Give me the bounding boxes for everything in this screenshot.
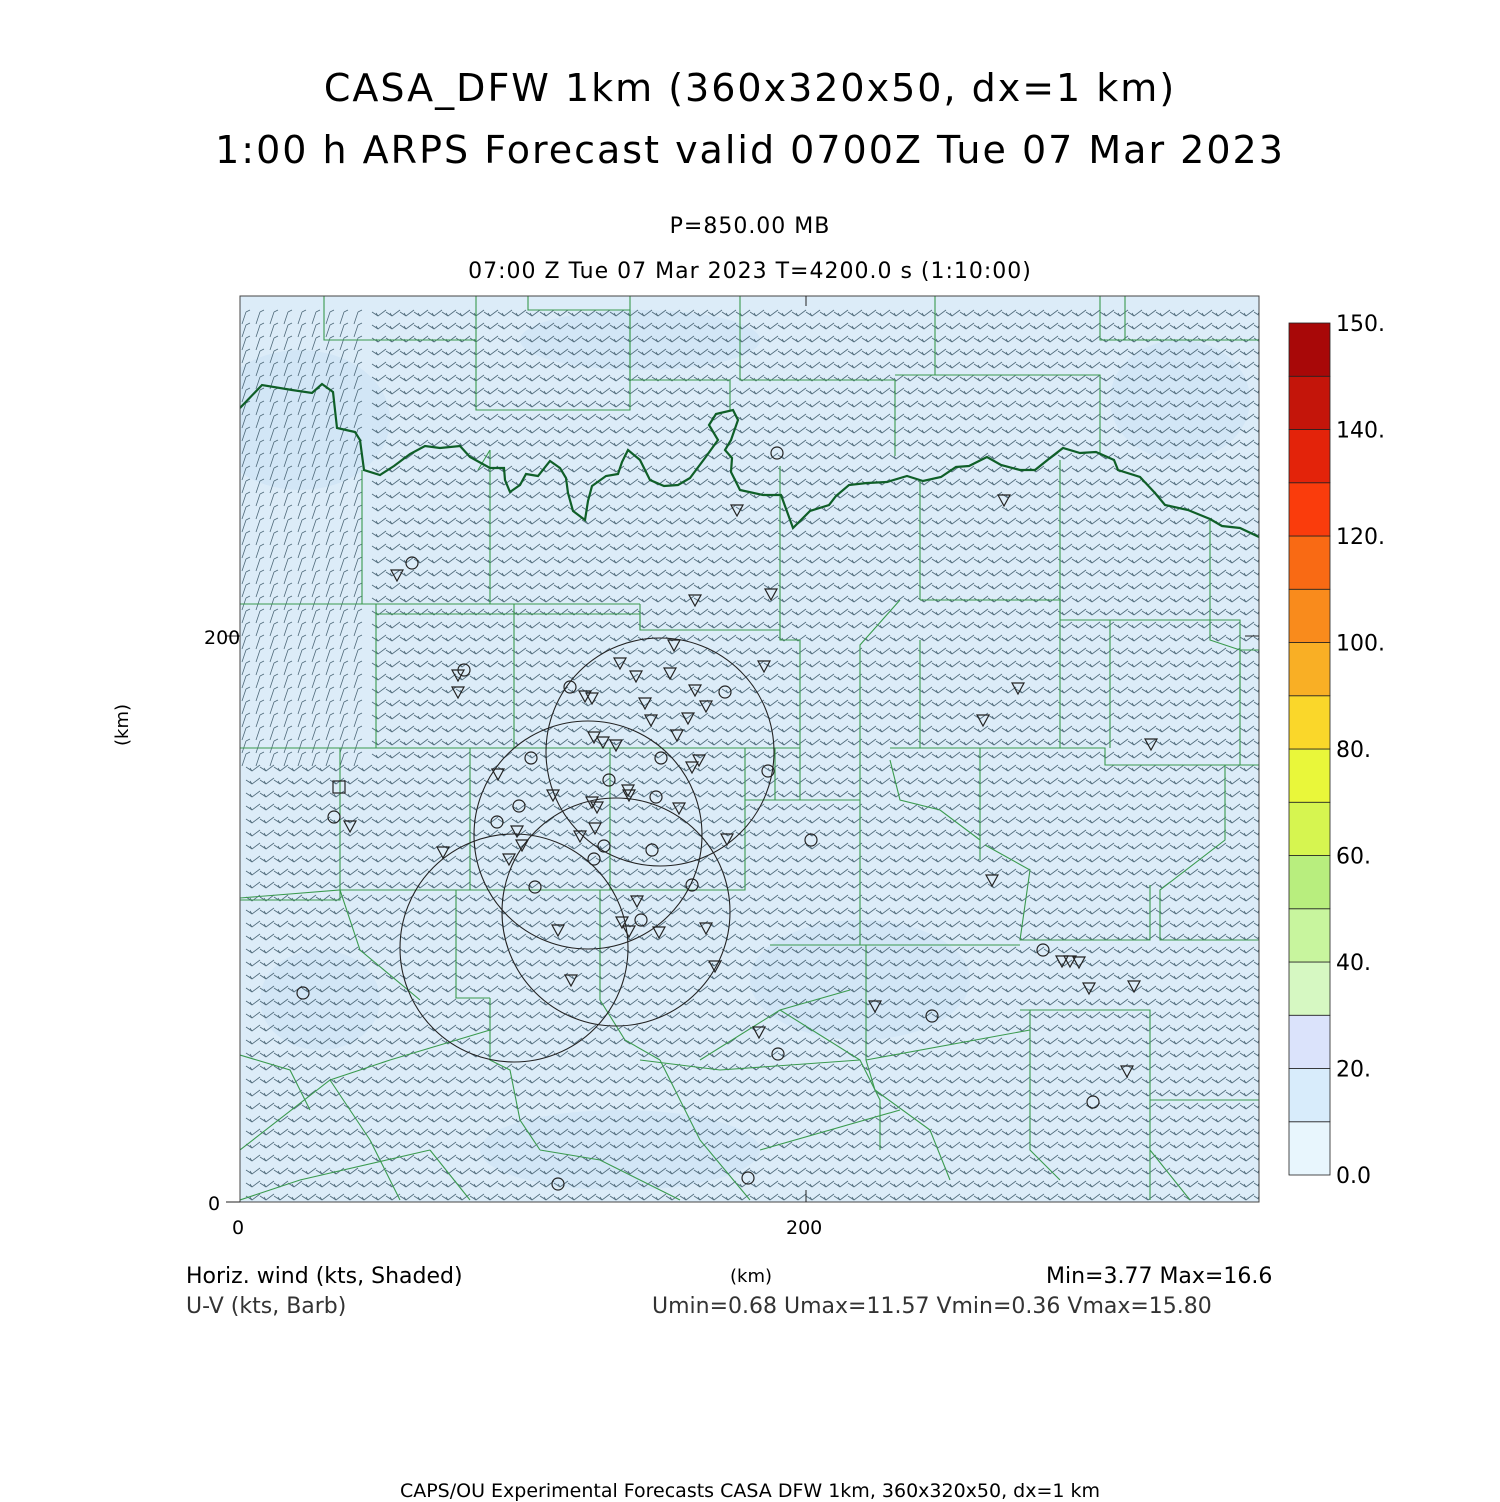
colorbar-tick-label: 150. (1336, 312, 1385, 337)
y-tick-label: 200 (204, 627, 241, 649)
shaded-field-label: Horiz. wind (kts, Shaded) (186, 1264, 463, 1289)
x-tick-label: 200 (786, 1217, 823, 1239)
plot-title-line2: 1:00 h ARPS Forecast valid 0700Z Tue 07 Mar 2023 (215, 128, 1285, 172)
colorbar-tick-label: 20. (1336, 1057, 1371, 1083)
colorbar-segment (1289, 749, 1330, 802)
colorbar-segment (1289, 696, 1330, 749)
colorbar-tick-label: 140. (1336, 418, 1385, 444)
valid-time-label: 07:00 Z Tue 07 Mar 2023 T=4200.0 s (1:10:00) (468, 259, 1032, 284)
colorbar-segment (1289, 856, 1330, 909)
footer-credit: CAPS/OU Experimental Forecasts CASA DFW 1km, 360x320x50, dx=1 km (399, 1480, 1101, 1502)
colorbar-segment (1289, 430, 1330, 483)
colorbar (1289, 312, 1385, 1189)
colorbar-segment (1289, 589, 1330, 642)
field-min-max-stats: Min=3.77 Max=16.6 (1046, 1264, 1273, 1289)
colorbar-segment (1289, 536, 1330, 589)
colorbar-tick-label: 100. (1336, 631, 1385, 657)
colorbar-segment (1289, 483, 1330, 536)
colorbar-segment (1289, 1069, 1330, 1122)
colorbar-tick-label: 40. (1336, 951, 1371, 976)
colorbar-tick-label: 80. (1336, 738, 1371, 763)
barb-field-label: U-V (kts, Barb) (186, 1294, 347, 1319)
plot-title-line1: CASA_DFW 1km (360x320x50, dx=1 km) (323, 66, 1177, 110)
y-tick-label: 0 (208, 1193, 221, 1215)
x-axis-unit-label: (km) (730, 1266, 773, 1287)
colorbar-tick-label: 60. (1336, 844, 1371, 870)
colorbar-segment (1289, 1122, 1330, 1175)
map-plot-area (210, 296, 1268, 1202)
colorbar-segment (1289, 643, 1330, 696)
colorbar-segment (1289, 323, 1330, 376)
colorbar-tick-label: 0.0 (1336, 1164, 1371, 1189)
pressure-level-label: P=850.00 MB (669, 214, 831, 239)
x-tick-label: 0 (232, 1217, 245, 1239)
colorbar-tick-label: 120. (1336, 525, 1385, 550)
uv-min-max-stats: Umin=0.68 Umax=11.57 Vmin=0.36 Vmax=15.80 (652, 1294, 1212, 1319)
colorbar-segment (1289, 1015, 1330, 1068)
colorbar-segment (1289, 376, 1330, 429)
colorbar-segment (1289, 909, 1330, 962)
colorbar-segment (1289, 802, 1330, 855)
colorbar-segment (1289, 962, 1330, 1015)
y-axis-unit-label: (km) (112, 703, 133, 746)
